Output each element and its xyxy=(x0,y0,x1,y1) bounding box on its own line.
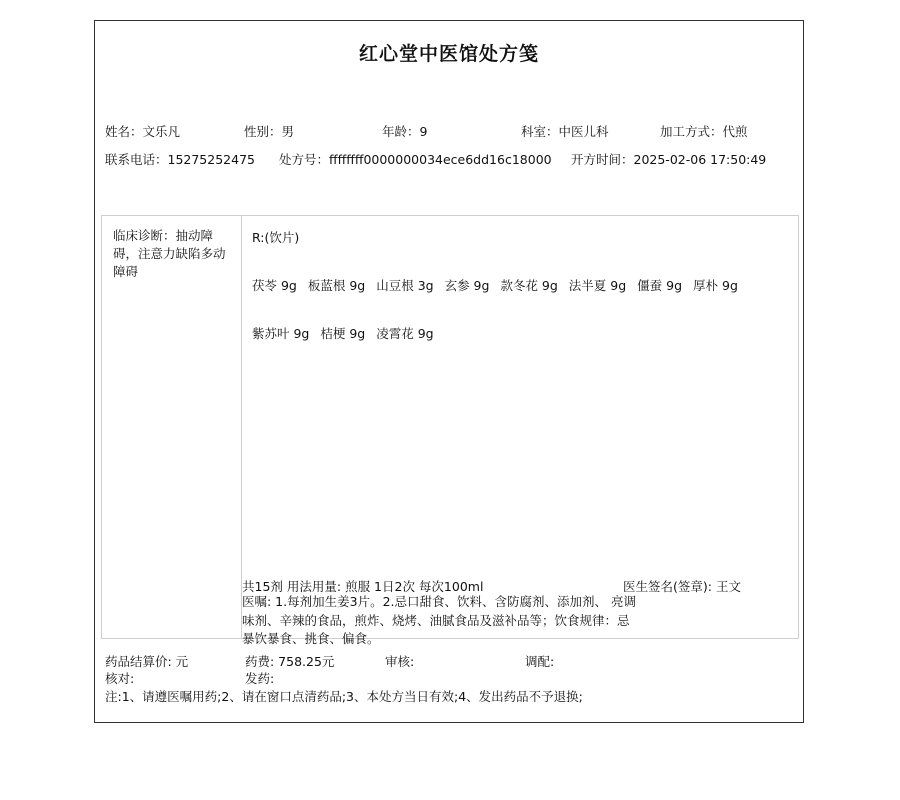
patient-gender: 性别：男 xyxy=(244,124,295,139)
prescription-sheet xyxy=(94,20,804,723)
footer-note: 注:1、请遵医嘱用药;2、请在窗口点清药品;3、本处方当日有效;4、发出药品不予退换; xyxy=(105,689,583,704)
herb-item: 山豆根 3g xyxy=(376,278,434,293)
dispense-field: 调配: xyxy=(525,654,555,669)
herb-list-row-1 xyxy=(252,276,745,294)
patient-department: 科室：中医儿科 xyxy=(521,124,609,139)
clinical-diagnosis: 临床诊断：抽动障碍，注意力缺陷多动障碍 xyxy=(113,228,226,279)
review-field: 审核: xyxy=(385,654,415,669)
column-divider xyxy=(241,216,242,638)
patient-name: 姓名：文乐凡 xyxy=(105,124,181,139)
herb-item: 茯苓 9g xyxy=(252,278,297,293)
page-title: 红心堂中医馆处方笺 xyxy=(358,43,539,65)
herb-item: 紫苏叶 9g xyxy=(252,326,310,341)
herb-list-row-2 xyxy=(252,324,441,342)
herb-item: 僵蚕 9g xyxy=(637,278,683,293)
issued-time: 开方时间：2025-02-06 17:50:49 xyxy=(571,152,767,167)
rx-label: R:(饮片) xyxy=(252,230,300,245)
patient-age: 年龄：9 xyxy=(382,124,428,139)
herb-item: 玄参 9g xyxy=(444,278,490,293)
settlement-price: 药品结算价: 元 xyxy=(105,654,189,669)
herb-item: 厚朴 9g xyxy=(693,278,738,293)
contact-phone: 联系电话：15275252475 xyxy=(105,152,255,167)
herb-item: 款冬花 9g xyxy=(500,278,558,293)
check-field: 核对: xyxy=(105,671,135,686)
drug-fee: 药费: 758.25元 xyxy=(245,654,335,669)
prescription-number: 处方号：ffffffff0000000034ece6dd16c18000 xyxy=(279,152,552,167)
doctor-signature: 医生签名(签章): 王文 xyxy=(623,579,741,594)
herb-item: 凌霄花 9g xyxy=(376,326,434,341)
medical-advice: 医嘱: 1.每剂加生姜3片。2.忌口甜食、饮料、含防腐剂、添加剂、 亮调味剂、辛辣的食品，煎炸、烧烤、油腻食品及滋补品等；饮食规律：忌暴饮暴食、挑食、偏食。 xyxy=(242,594,636,646)
issue-field: 发药: xyxy=(245,671,275,686)
processing-method: 加工方式：代煎 xyxy=(660,124,748,139)
herb-item: 桔梗 9g xyxy=(320,326,366,341)
dosage-instructions: 共15剂 用法用量: 煎服 1日2次 每次100ml xyxy=(242,579,484,594)
herb-item: 板蓝根 9g xyxy=(307,278,366,293)
herb-item: 法半夏 9g xyxy=(568,278,627,293)
prescription-box xyxy=(101,215,799,646)
